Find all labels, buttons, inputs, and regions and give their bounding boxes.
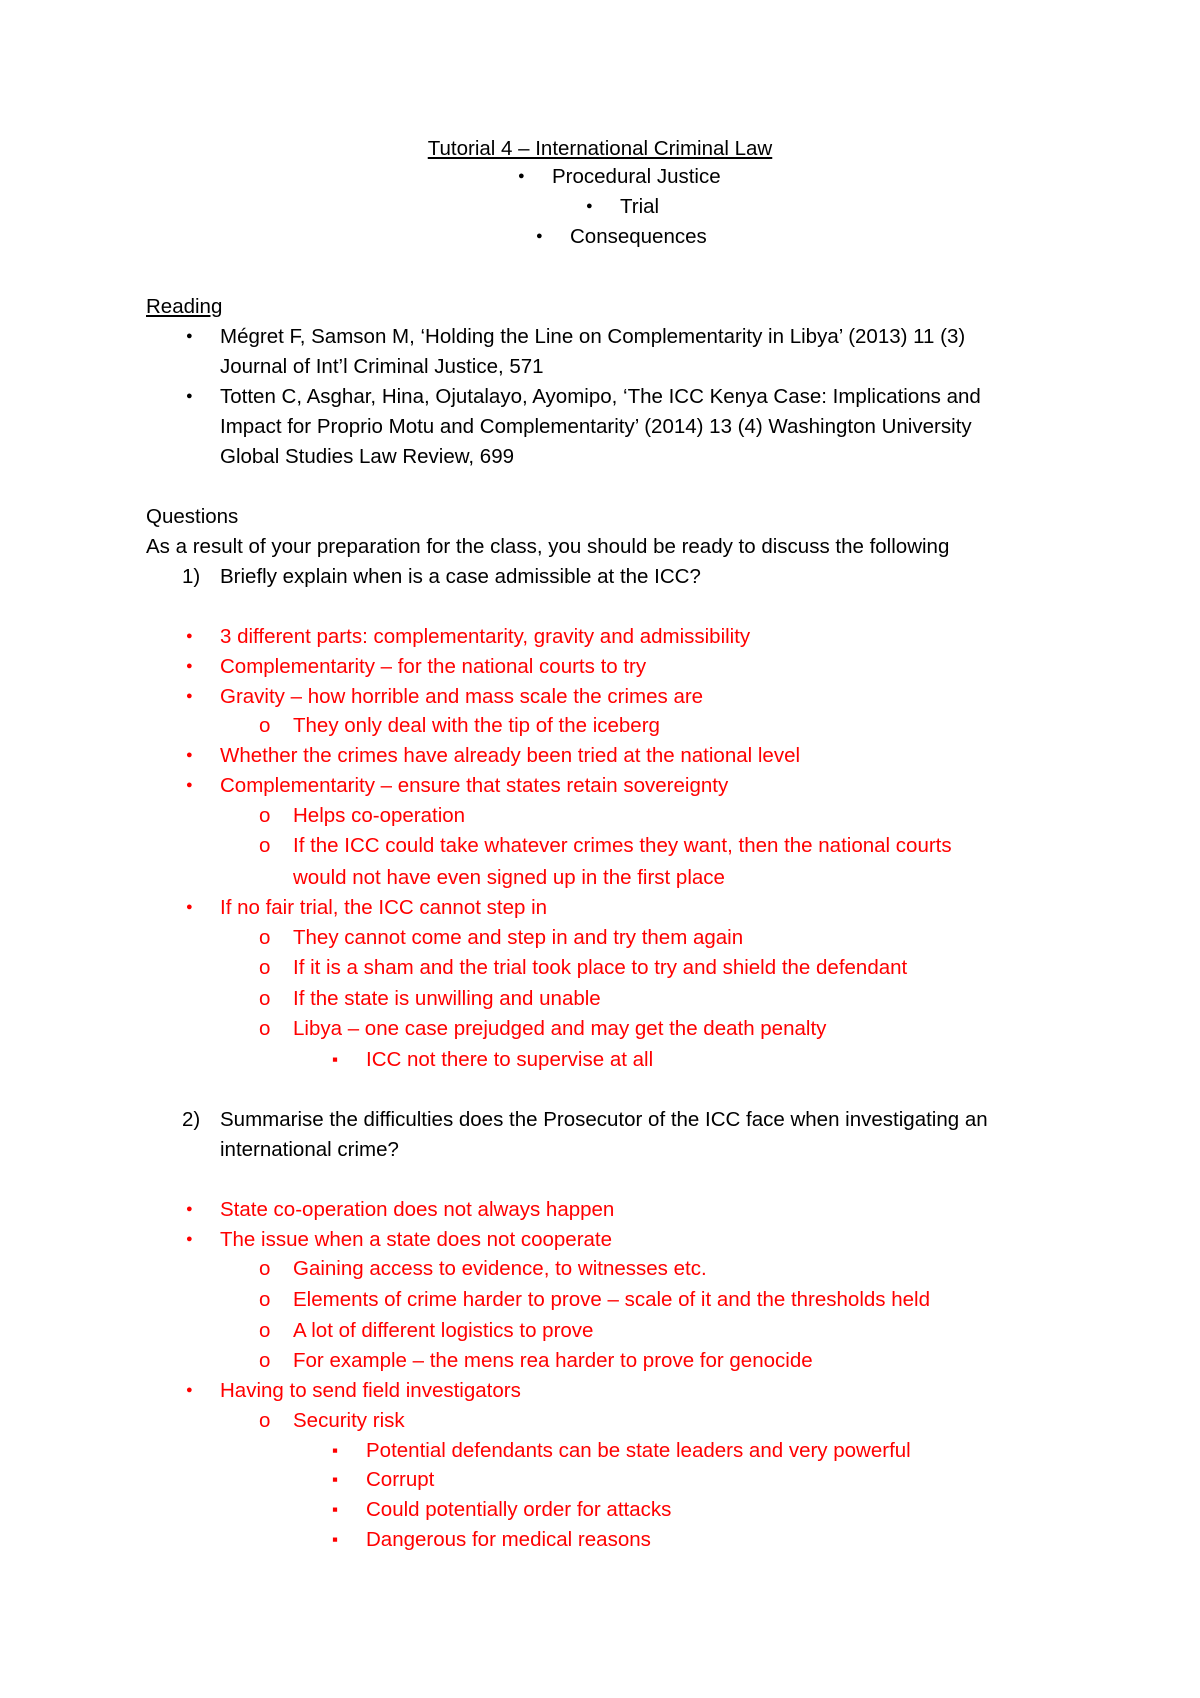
question-number: 2) — [182, 1108, 201, 1131]
answer-subitem: o If the ICC could take whatever crimes they want, then the national courts — [293, 831, 952, 861]
answer-subsubitem: ▪ Dangerous for medical reasons — [366, 1525, 651, 1555]
document-title: Tutorial 4 – International Criminal Law — [427, 137, 773, 160]
answer-subitem: o Security risk — [293, 1406, 405, 1436]
questions-heading: Questions — [146, 505, 239, 528]
question-2-text: Summarise the difficulties does the Prosecutor of the ICC face when investigating an — [220, 1108, 988, 1131]
answer-subitem: o For example – the mens rea harder to prove for genocide — [293, 1346, 813, 1376]
reading-item-cont: Impact for Proprio Motu and Complementarity’ (2014) 13 (4) Washington University — [220, 415, 972, 438]
reading-item: ● Mégret F, Samson M, ‘Holding the Line on Complementarity in Libya’ (2013) 11 (3) — [220, 322, 965, 352]
reading-item: ● Totten C, Asghar, Hina, Ojutalayo, Ayomipo, ‘The ICC Kenya Case: Implications and — [220, 382, 981, 412]
reading-heading: Reading — [146, 295, 223, 318]
answer-item: ● Gravity – how horrible and mass scale the crimes are — [220, 682, 703, 712]
answer-subitem-cont: would not have even signed up in the first place — [293, 866, 725, 889]
answer-item: ● 3 different parts: complementarity, gravity and admissibility — [220, 622, 750, 652]
answer-item: ● Having to send field investigators — [220, 1376, 521, 1406]
answer-subitem: o Elements of crime harder to prove – scale of it and the thresholds held — [293, 1285, 930, 1315]
answer-item: ● The issue when a state does not cooperate — [220, 1225, 612, 1255]
answer-subitem: o Helps co-operation — [293, 801, 465, 831]
answer-subitem: o If it is a sham and the trial took place to try and shield the defendant — [293, 953, 907, 983]
topic-item: ● Procedural Justice — [552, 162, 721, 192]
answer-item: ● Whether the crimes have already been tried at the national level — [220, 741, 800, 771]
topic-item: ● Consequences — [570, 222, 707, 252]
answer-subsubitem: ▪ ICC not there to supervise at all — [366, 1045, 653, 1075]
answer-item: ● Complementarity – ensure that states retain sovereignty — [220, 771, 728, 801]
question-number: 1) — [182, 565, 201, 588]
reading-item-cont: Journal of Int’l Criminal Justice, 571 — [220, 355, 544, 378]
topic-item: ● Trial — [620, 192, 659, 222]
answer-subitem: o Gaining access to evidence, to witnesses etc. — [293, 1254, 707, 1284]
question-2-text-cont: international crime? — [220, 1138, 399, 1161]
answer-subitem: o If the state is unwilling and unable — [293, 984, 601, 1014]
answer-subsubitem: ▪ Potential defendants can be state leaders and very powerful — [366, 1436, 911, 1466]
answer-subitem: o A lot of different logistics to prove — [293, 1316, 593, 1346]
questions-intro: As a result of your preparation for the class, you should be ready to discuss the following — [146, 535, 950, 558]
answer-item: ● State co-operation does not always happen — [220, 1195, 614, 1225]
answer-item: ● Complementarity – for the national courts to try — [220, 652, 646, 682]
answer-item: ● If no fair trial, the ICC cannot step in — [220, 893, 547, 923]
answer-subsubitem: ▪ Could potentially order for attacks — [366, 1495, 671, 1525]
answer-subsubitem: ▪ Corrupt — [366, 1465, 434, 1495]
answer-subitem: o Libya – one case prejudged and may get the death penalty — [293, 1014, 826, 1044]
answer-subitem: o They cannot come and step in and try them again — [293, 923, 743, 953]
answer-subitem: o They only deal with the tip of the iceberg — [293, 711, 660, 741]
question-1-text: Briefly explain when is a case admissible at the ICC? — [220, 565, 701, 588]
reading-item-cont: Global Studies Law Review, 699 — [220, 445, 515, 468]
